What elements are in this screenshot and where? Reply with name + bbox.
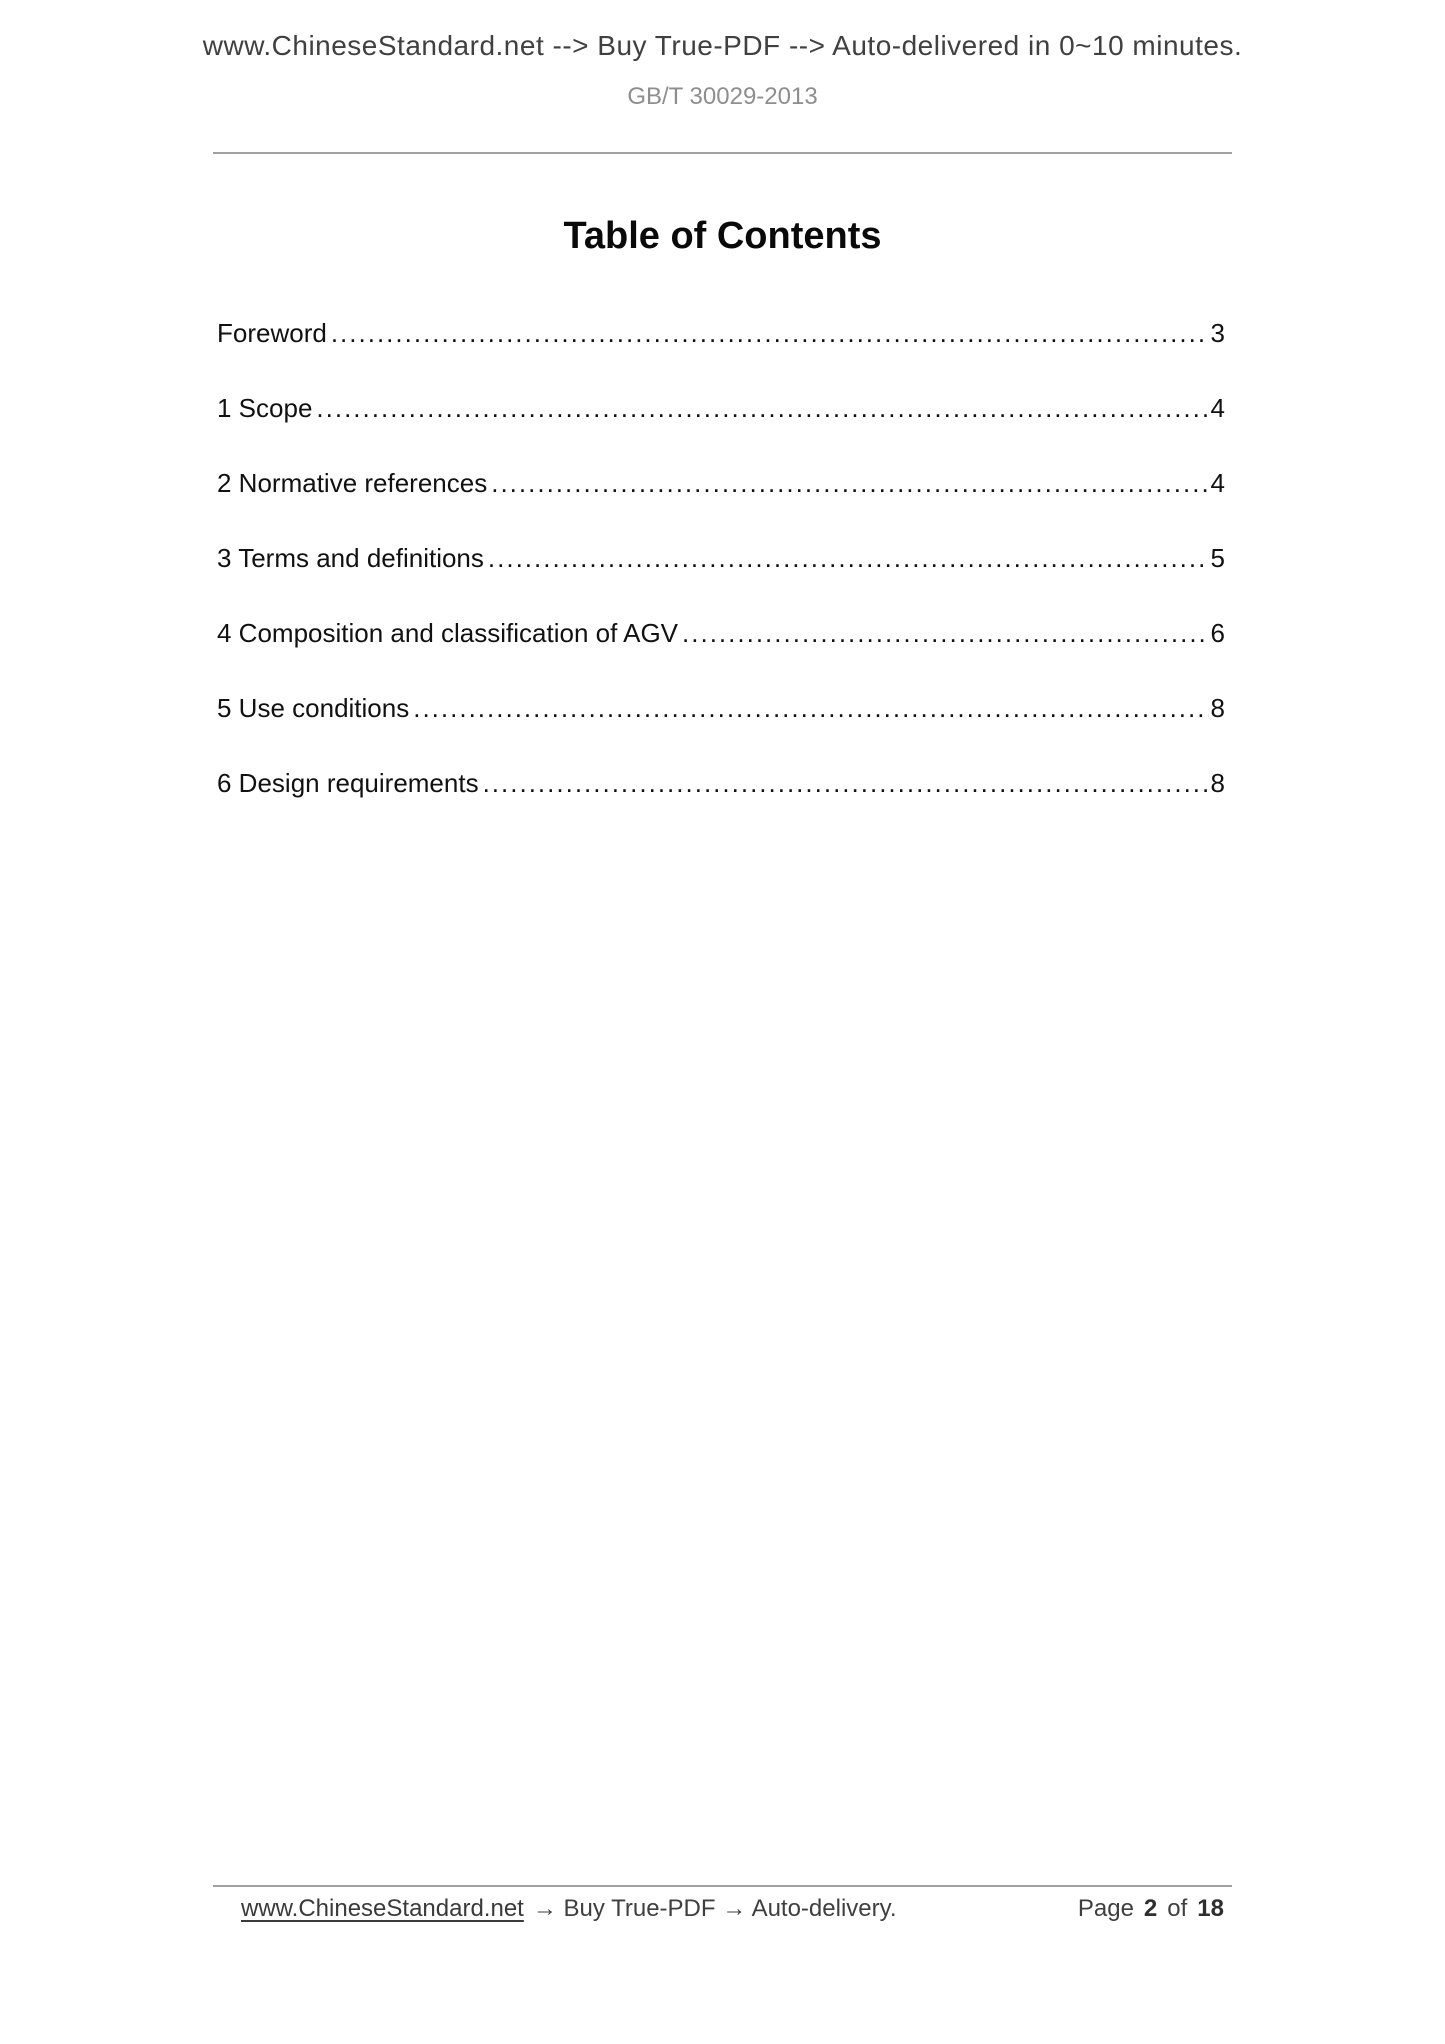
toc-entry-page: 4 bbox=[1210, 468, 1225, 498]
toc-entry-label: 3 Terms and definitions bbox=[217, 543, 484, 573]
toc-dot-leader bbox=[331, 316, 1209, 350]
toc-entry-label: 2 Normative references bbox=[217, 468, 488, 498]
page-total-number: 18 bbox=[1197, 1895, 1224, 1922]
toc-entry-page: 8 bbox=[1210, 768, 1225, 798]
toc-entry-label: 6 Design requirements bbox=[217, 768, 479, 798]
toc-dot-leader bbox=[413, 691, 1208, 725]
toc-dot-leader bbox=[316, 391, 1208, 425]
footer-tagline bbox=[241, 1893, 897, 1925]
footer-tagline-rest: → Buy True-PDF → Auto-delivery. bbox=[532, 1895, 897, 1922]
page-footer bbox=[213, 1893, 1232, 1925]
toc-entry-foreword bbox=[217, 316, 1225, 350]
header-tagline: www.ChineseStandard.net --> Buy True-PDF --> Auto-delivered in 0~10 minutes. bbox=[202, 30, 1243, 61]
footer-site-link[interactable]: www.ChineseStandard.net bbox=[241, 1895, 524, 1922]
toc-entry-page: 8 bbox=[1210, 693, 1225, 723]
toc-entry-normative-references bbox=[217, 466, 1225, 500]
doc-code: GB/T 30029-2013 bbox=[627, 83, 818, 110]
toc-dot-leader bbox=[491, 466, 1208, 500]
toc-entry-page: 3 bbox=[1210, 318, 1225, 348]
toc-dot-leader bbox=[488, 541, 1209, 575]
toc-entry-label: 5 Use conditions bbox=[217, 693, 410, 723]
footer-divider bbox=[213, 1885, 1232, 1887]
toc-entry-composition-classification bbox=[217, 616, 1225, 650]
toc-entry-scope bbox=[217, 391, 1225, 425]
toc-entry-page: 5 bbox=[1210, 543, 1225, 573]
toc-entry-use-conditions bbox=[217, 691, 1225, 725]
page-label: Page bbox=[1077, 1895, 1134, 1922]
toc-entry-label: Foreword bbox=[217, 318, 327, 348]
toc-entry-label: 4 Composition and classification of AGV bbox=[217, 618, 679, 648]
toc-dot-leader bbox=[483, 766, 1209, 800]
footer-page-indicator bbox=[1078, 1893, 1224, 1925]
toc-entry-terms-and-definitions bbox=[217, 541, 1225, 575]
toc-entry-design-requirements bbox=[217, 766, 1225, 800]
header-divider bbox=[213, 152, 1232, 154]
toc-entry-label: 1 Scope bbox=[217, 393, 313, 423]
page-of-label: of bbox=[1167, 1895, 1188, 1922]
page-current-number: 2 bbox=[1143, 1895, 1158, 1922]
toc-dot-leader bbox=[682, 616, 1209, 650]
page-title: Table of Contents bbox=[563, 215, 882, 257]
toc-entry-page: 6 bbox=[1210, 618, 1225, 648]
table-of-contents bbox=[217, 316, 1225, 841]
toc-entry-page: 4 bbox=[1210, 393, 1225, 423]
